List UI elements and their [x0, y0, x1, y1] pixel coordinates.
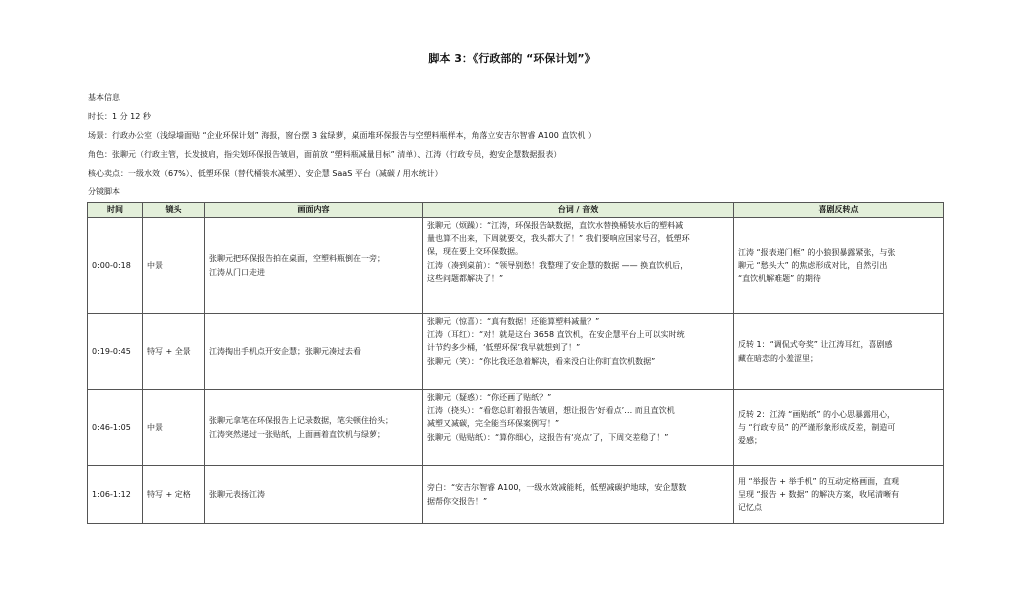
row-content — [205, 390, 423, 466]
header-twist: 喜剧反转点 — [734, 203, 944, 218]
table-header-row — [88, 203, 944, 218]
header-time: 时间 — [88, 203, 143, 218]
twist-line: 江涛 “报表递门框” 的小狼狈暴露紧张，与张 — [738, 247, 896, 257]
content-line: 张聊元把环保报告拍在桌面，空塑料瓶倒在一旁； — [209, 254, 385, 264]
row-content — [205, 218, 423, 314]
row-shot: 中景 — [143, 218, 205, 314]
header-content: 画面内容 — [205, 203, 423, 218]
storyboard-table — [87, 202, 944, 524]
row-twist — [734, 390, 944, 466]
table-row — [88, 218, 944, 314]
dialog-line: 量也算不出来，下周就要交，我头都大了！” 我们要响应国家号召，低塑环 — [427, 234, 690, 244]
info-scene: 场景：行政办公室（浅绿墙面贴 “企业环保计划” 海报，窗台摆 3 盆绿萝，桌面堆环保报告与空塑料瓶样本，角落立安吉尔智睿 A100 直饮机 ） — [88, 131, 596, 140]
twist-line: 用 “举报告 + 举手机” 的互动定格画面，直观 — [738, 476, 900, 486]
dialog-line: 张聊元（笑）：“你比我还急着解决，看来没白让你盯直饮机数据” — [427, 356, 656, 366]
twist-line: 聊元 “愁头大” 的焦虑形成对比，自然引出 — [738, 260, 888, 270]
content-line: 江涛从门口走进 — [209, 267, 265, 277]
row-time: 1:06-1:12 — [88, 466, 143, 524]
row-dialog — [423, 390, 734, 466]
info-roles: 角色：张聊元（行政主管，长发披肩，指尖划环保报告皱眉，面前放 “塑料瓶减量目标” 清单）、江涛（行政专员，抱安企慧数据报表） — [88, 150, 562, 159]
row-dialog — [423, 466, 734, 524]
dialog-line: 江涛（耳红）：“对！就是这台 3658 直饮机，在安企慧平台上可以实时统 — [427, 330, 685, 340]
dialog-line: 张聊元（疑惑）：“你还画了贴纸？” — [427, 393, 552, 402]
twist-line: 爱感； — [738, 436, 762, 446]
table-row — [88, 314, 944, 390]
twist-line: 呈现 “报告 + 数据” 的解决方案，收尾清晰有 — [738, 489, 900, 499]
dialog-line: 张聊元（惊喜）：“真有数据！还能算塑料减量？” — [427, 317, 600, 326]
content-line: 江涛掏出手机点开安企慧；张聊元凑过去看 — [209, 346, 361, 356]
row-shot: 特写 + 全景 — [143, 314, 205, 390]
info-duration: 时长：1 分 12 秒 — [88, 112, 151, 121]
twist-line: 反转 2：江涛 “画贴纸” 的小心思暴露用心， — [738, 409, 896, 419]
dialog-line: 据帮你交报告！” — [427, 496, 488, 506]
row-time: 0:19-0:45 — [88, 314, 143, 390]
row-twist — [734, 466, 944, 524]
dialog-line: 张聊元（烦躁）：“江涛，环保报告缺数据，直饮水替换桶装水后的塑料减 — [427, 221, 684, 230]
dialog-line: 旁白：“安吉尔智睿 A100，一级水效减能耗，低塑减碳护地球，安企慧数 — [427, 483, 687, 493]
row-shot: 特写 + 定格 — [143, 466, 205, 524]
dialog-line: 江涛（挠头）：“看您总盯着报告皱眉，想让报告‘好看点’… 而且直饮机 — [427, 406, 675, 416]
twist-line: 反转 1：“调侃式夸奖” 让江涛耳红，喜剧感 — [738, 340, 893, 350]
header-shot: 镜头 — [143, 203, 205, 218]
header-dialog: 台词 / 音效 — [423, 203, 734, 218]
twist-line: 与 “行政专员” 的严谨形象形成反差，制造可 — [738, 422, 896, 432]
row-time: 0:46-1:05 — [88, 390, 143, 466]
dialog-line: 这些问题都解决了！” — [427, 273, 504, 283]
twist-line: 藏在暗恋的小羞涩里； — [738, 353, 818, 363]
twist-line: “直饮机解难题” 的期待 — [738, 274, 821, 284]
dialog-line: 张聊元（贴贴纸）：“算你细心，这报告有‘亮点’了，下周交差稳了！” — [427, 432, 669, 442]
info-heading: 基本信息 — [88, 93, 120, 102]
row-content — [205, 314, 423, 390]
dialog-line: 减塑又减碳，完全能当环保案例写！” — [427, 419, 560, 429]
table-row — [88, 390, 944, 466]
info-selling-points: 核心卖点：一级水效（67%）、低塑环保（替代桶装水减塑）、安企慧 SaaS 平台（减碳 / 用水统计） — [88, 169, 443, 178]
row-dialog — [423, 314, 734, 390]
row-twist — [734, 218, 944, 314]
row-twist — [734, 314, 944, 390]
row-dialog — [423, 218, 734, 314]
table-row — [88, 466, 944, 524]
dialog-line: 江涛（凑到桌前）：“领导别愁！我整理了安企慧的数据 —— 换直饮机后， — [427, 260, 689, 270]
dialog-line: 保，现在要上交环保数据。 — [427, 247, 523, 257]
page-title: 脚本 3：《行政部的 “环保计划”》 — [428, 52, 596, 65]
row-time: 0:00-0:18 — [88, 218, 143, 314]
content-line: 张聊元表扬江涛 — [209, 489, 265, 499]
dialog-line: 计节约多少桶，‘低塑环保’我早就想到了！” — [427, 343, 581, 353]
row-shot: 中景 — [143, 390, 205, 466]
content-line: 江涛突然递过一张贴纸，上面画着直饮机与绿萝； — [209, 429, 385, 439]
content-line: 张聊元拿笔在环保报告上记录数据，笔尖顿住抬头； — [209, 416, 393, 426]
storyboard-heading: 分镜脚本 — [88, 187, 120, 196]
twist-line: 记忆点 — [738, 503, 762, 513]
row-content — [205, 466, 423, 524]
